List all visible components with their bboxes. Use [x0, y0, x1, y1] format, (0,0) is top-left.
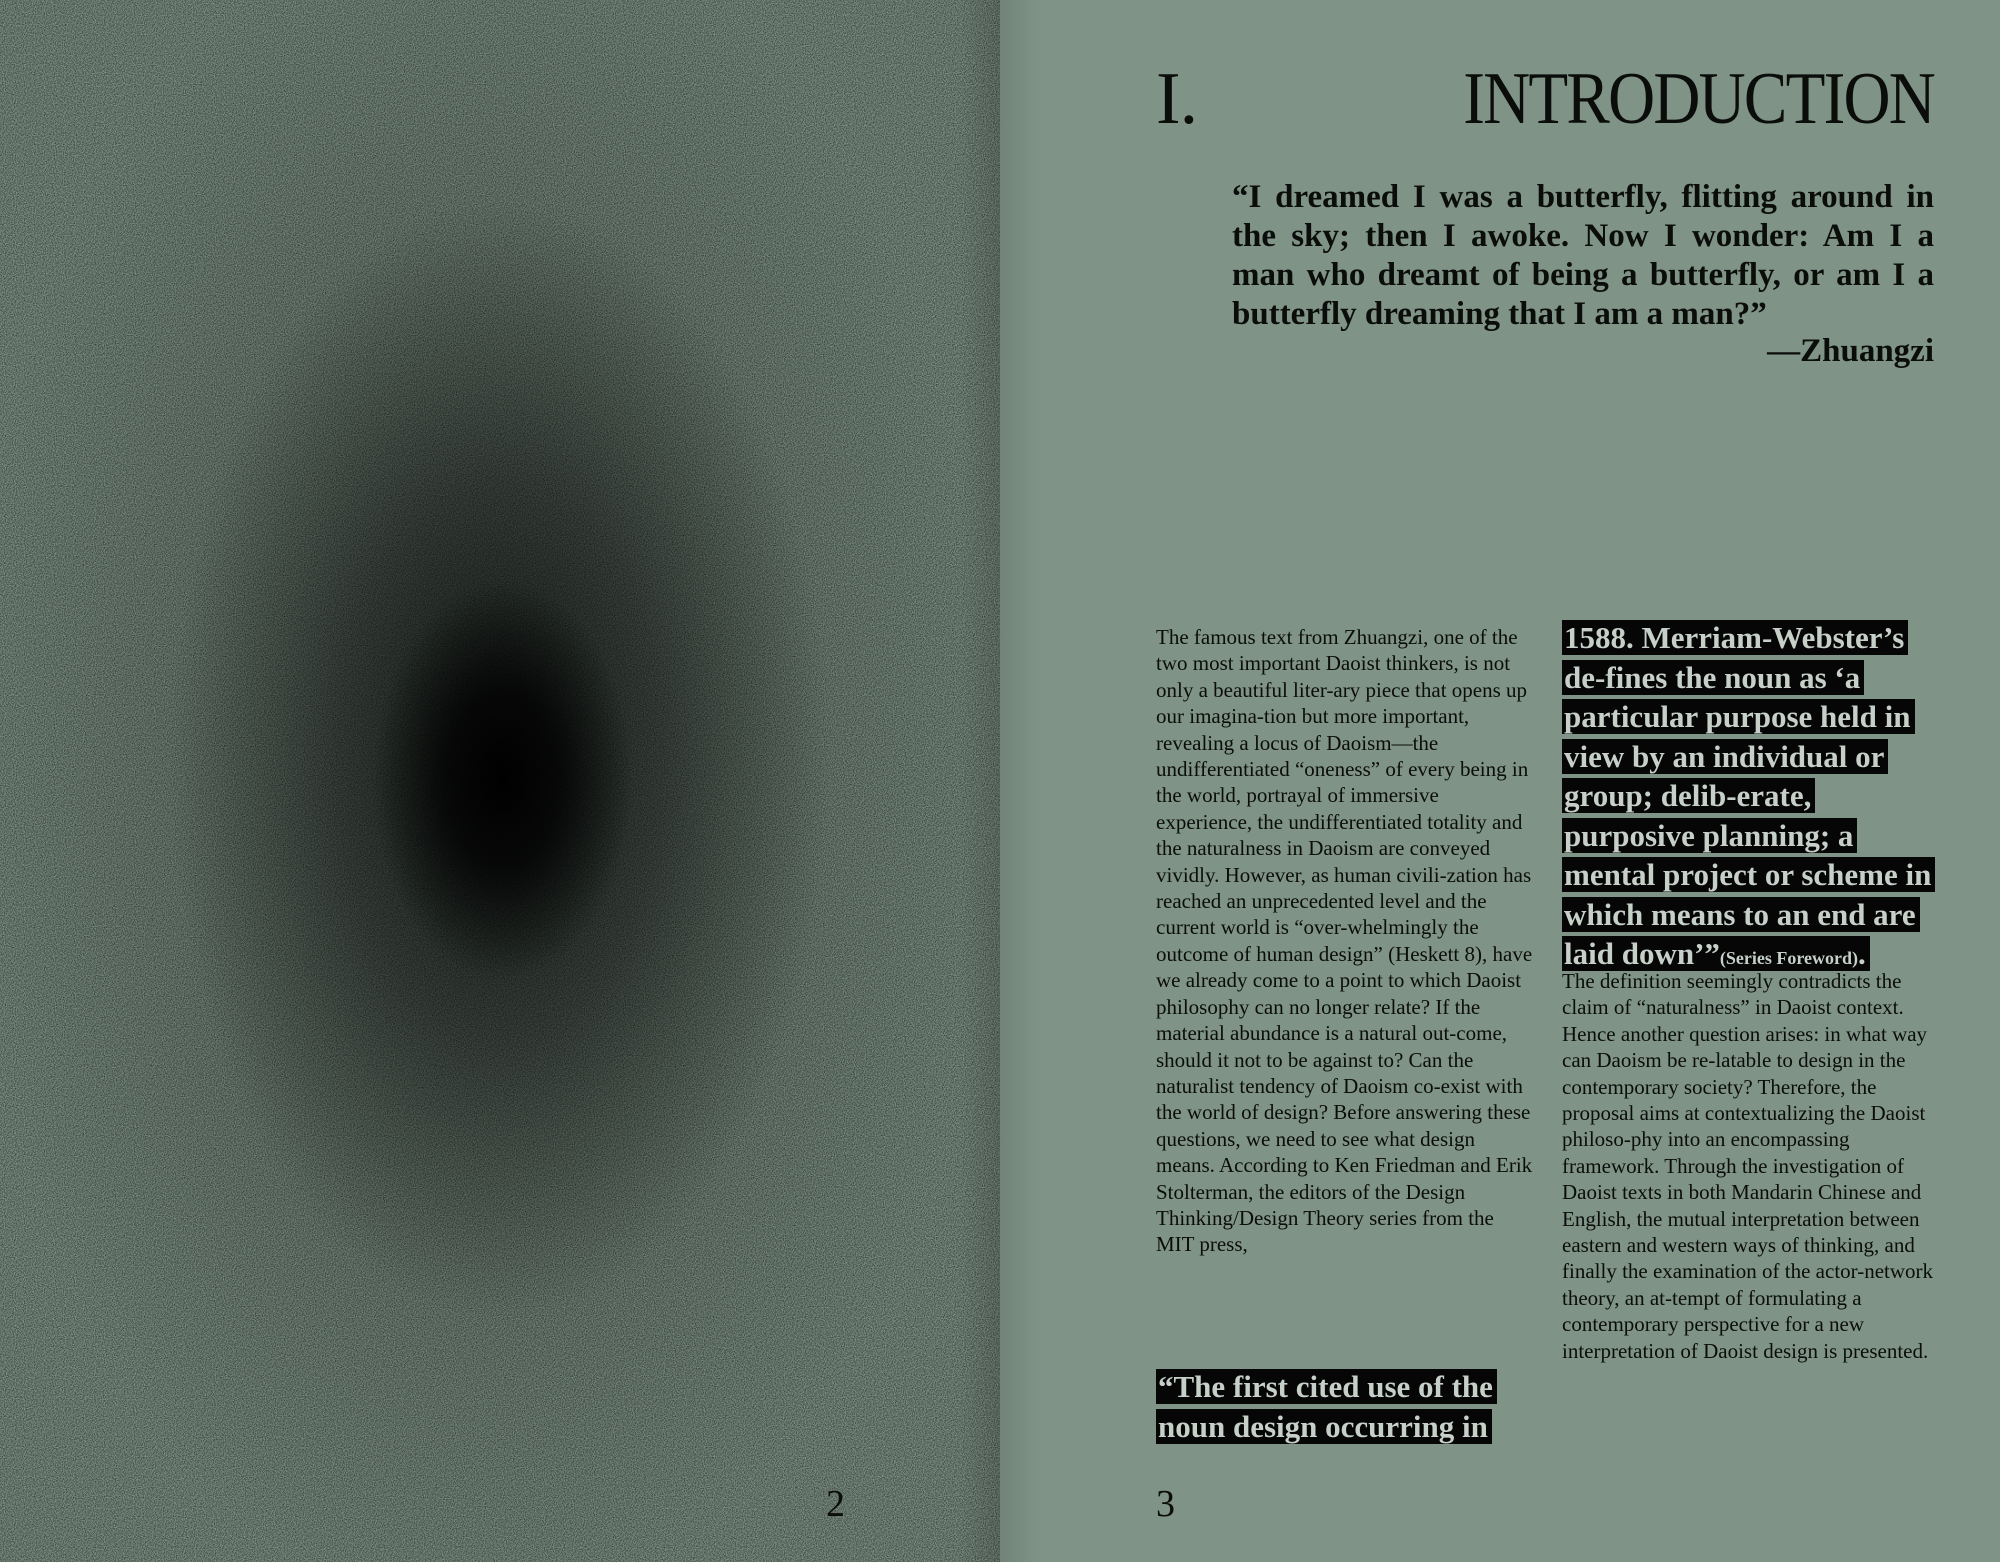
epigraph-quote: “I dreamed I was a butterfly, flitting around in the sky; then I awoke. Now I wonder: Am I a man who dreamt of being a butterfly, or am I a butterfly dreaming that I am a man?”: [1232, 179, 1934, 332]
page-number-left: 2: [826, 1483, 845, 1525]
pull-quote-citation: (Series Foreword): [1719, 948, 1859, 968]
chapter-title: INTRODUCTION: [1463, 58, 1934, 140]
body-text-right-column: The definition seemingly contradicts the claim of “naturalness” in Daoist context. Hence another question arises: in what way can Daoism be re-latable to design in the contemporary society? Therefore, the proposal aims at contextualizing the Daoist philoso-phy into an encompassing framework. Through the investigation of Daoist texts in both Mandarin Chinese and English, the mutual interpretation between eastern and western ways of thinking, and finally the examination of the actor-network theory, an at-tempt of formulating a contemporary perspective for a new interpretation of Daoist design is presented.: [1562, 969, 1934, 1363]
pull-quote-start-text: “The first cited use of the noun design occurring in: [1156, 1369, 1497, 1444]
chapter-number: I.: [1156, 58, 1198, 140]
pull-quote-end-punctuation: .: [1858, 936, 1866, 971]
pull-quote-continued-highlight: [1562, 620, 1935, 971]
gutter-shadow: [960, 0, 1000, 1562]
pull-quote-continued-text: 1588. Merriam-Webster’s de-fines the noun as ‘a particular purpose held in view by an individual or group; delib-erate, purposive planning; a mental project or scheme in which means to an end are laid down’”: [1564, 620, 1932, 971]
pull-quote-continued: [1562, 618, 1942, 979]
pull-quote-start: [1156, 1367, 1536, 1446]
body-text-left-column: The famous text from Zhuangzi, one of the two most important Daoist thinkers, is not only a beautiful liter-ary piece that opens up our imagina-tion but more important, revealing a locus of Daoism—the undifferentiated “oneness” of every being in the world, portrayal of immersive experience, the undifferentiated totality and the naturalness in Daoism are conveyed vividly. However, as human civili-zation has reached an unprecedented level and the current world is “over-whelmingly the outcome of human design” (Heskett 8), have we already come to a point to which Daoist philosophy can no longer relate? If the material abundance is a natural out-come, should it not to be against to? Can the naturalist tendency of Daoism co-exist with the world of design? Before answering these questions, we need to see what design means. According to Ken Friedman and Erik Stolterman, the editors of the Design Thinking/Design Theory series from the MIT press,: [1156, 625, 1533, 1257]
page-number-right: 3: [1156, 1483, 1175, 1525]
epigraph-source: —Zhuangzi: [1767, 333, 1934, 369]
